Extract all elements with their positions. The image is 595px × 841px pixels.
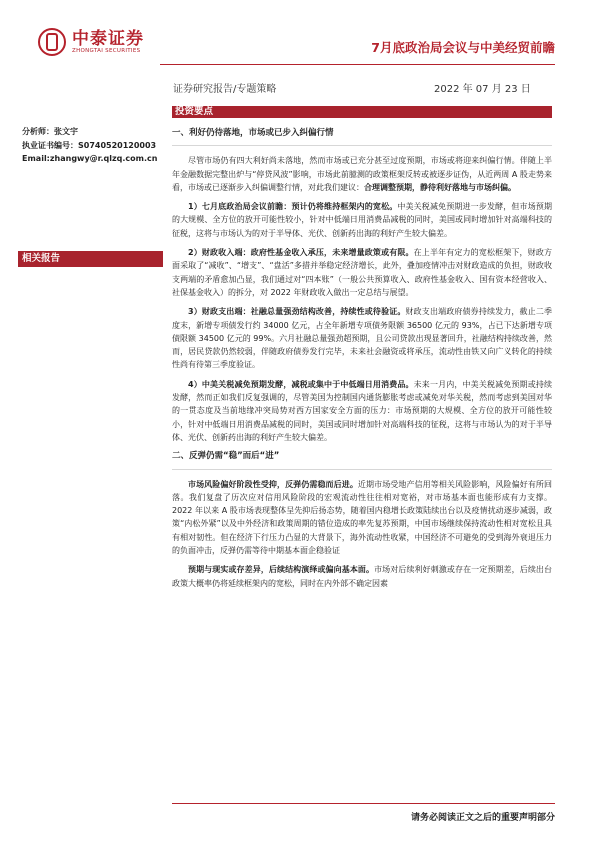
report-title: 7月底政治局会议与中美经贸前瞻 xyxy=(371,40,555,55)
section-divider xyxy=(172,145,552,146)
paragraph: 3）财政支出端：社融总量强劲结构改善，持续性或待验证。财政支出端政府债券持续发力，截止二季度末，新增专项债发行约 34000 亿元，占全年新增专项债务限额 36500 亿元的 93%，占已下达新增专项债限额 34500 亿元的 99%。六月社融总量强劲超预期，且公司贷款出现显著回升，社融结构持续改善，然而，居民贷款仍然较弱，伴随政府债券发行完毕，未来社会融资或将承压，流动性由铁又向广义转化的持续性尚有待第三季度验证。 xyxy=(172,307,552,370)
report-type: 证券研究报告/专题策略 xyxy=(173,84,277,95)
analyst-info xyxy=(22,126,162,166)
paragraph: 2）财政收入端：政府性基金收入承压，未来增量政策或有限。在上半年有定力的宽松框架下，财政方面采取了“减收”、“增支”、“盘活”多措并举稳定经济增长，此外，叠加疫情冲击对财政造成的负担，财政收支两端的矛盾愈加凸显，我们通过对“四本账”（一般公共预算收入、政府性基金收入、国有资本经营收入、社保基金收入）的拆分，对 2022 年财政收入做出一定总结与展望。 xyxy=(172,248,552,297)
page-header xyxy=(0,0,595,100)
paragraph: 4）中美关税减免预期发酵，减税或集中于中低端日用消费品。未来一月内，中美关税减免预期或持续发酵，然而正如我们反复强调的，尽管美国为控制国内通货膨胀考虑或减免对华关税，然而考虑到美国对华的一贯态度及当前地缘冲突局势对西方国家安全方面的压力：市场预期的大规模、全方位的放开可能性较小，针对中低端日用消费品减税的同时，美国或同时增加针对高端科技的征税，这将与市场认为的对于半导体、光伏、创新药出海的利好产生较大偏差。 xyxy=(172,379,552,442)
paragraph: 1）七月底政治局会议前瞻：预计仍将维持框架内的宽松。中美关税减免预期进一步发酵，但市场预期的大规模、全方位的放开可能性较小，针对中低端日用消费品减税的同时，美国或同时增加针对高端科技的征税，这将与市场认为的对于半导体、光伏、创新药出海的利好产生较大偏差。 xyxy=(172,202,552,238)
footer-divider xyxy=(172,803,555,804)
main-content xyxy=(172,126,552,596)
section-divider xyxy=(172,469,552,470)
logo-mark-icon xyxy=(38,28,66,56)
report-date: 2022 年 07 月 23 日 xyxy=(434,84,531,95)
paragraph: 市场风险偏好阶段性受抑，反弹仍需稳而后进。近期市场受地产信用等相关风险影响，风险偏好有所回落。我们复盘了历次应对信用风险阶段的宏观流动性往往相对宽裕，对市场基本面也能形成有力支撑。2022 年以来 A 股市场表现整体呈先抑后扬态势，随着国内稳增长政策陆续出台以及疫情扰动逐步减弱，政策“内松外紧”以及中外经济和政策周期的错位造成的率先复苏预期，中国市场继续保持流动性相对宽松且具有相对韧性。但在经济下行压力凸显的大背景下，海外流动性收紧，中国经济不可避免的受到海外衰退压力的负面冲击，反弹仍需等待中期基本面企稳验证 xyxy=(172,479,553,556)
analyst-email[interactable]: Email:zhangwy@r.qlzq.com.cn xyxy=(22,154,158,163)
header-divider xyxy=(160,64,555,65)
company-logo xyxy=(38,28,144,56)
logo-en-text: ZHONGTAI SECURITIES xyxy=(72,47,141,54)
keypoints-label: 投资要点 xyxy=(175,106,214,117)
footer-disclaimer: 请务必阅读正文之后的重要声明部分 xyxy=(410,813,555,823)
section-title: 一、利好仍待落地，市场或已步入纠偏行情 xyxy=(172,128,334,138)
section-title: 二、反弹仍需“稳”而后“进” xyxy=(172,451,280,462)
related-reports-header: 相关报告 xyxy=(18,251,163,267)
analyst-license: 执业证书编号：S0740520120003 xyxy=(22,141,157,150)
keypoints-bar xyxy=(172,106,552,118)
paragraph: 预期与现实或存差异，后续结构演绎或偏向基本面。市场对后续利好刺激或存在一定预期差，后续出台政策大概率仍将延续框架内的宽松，同时在内外部不确定因素 xyxy=(172,565,553,588)
paragraph: 尽管市场仍有四大利好尚未落地，然而市场或已充分甚至过度预期，市场或将迎来纠偏行情。伴随上半年金融数据完整出炉与“停贷风波”影响，市场此前臆测的政策框架反转或被逐步证伪，从近两周 A 股走势来看，市场或已逐渐步入纠偏调整行情，对此我们建议：合理调整预期，静待利好落地与市场纠偏。 xyxy=(172,156,552,192)
logo-cn-text: 中泰证券 xyxy=(72,28,144,49)
analyst-name: 分析师：张文宇 xyxy=(22,127,78,136)
